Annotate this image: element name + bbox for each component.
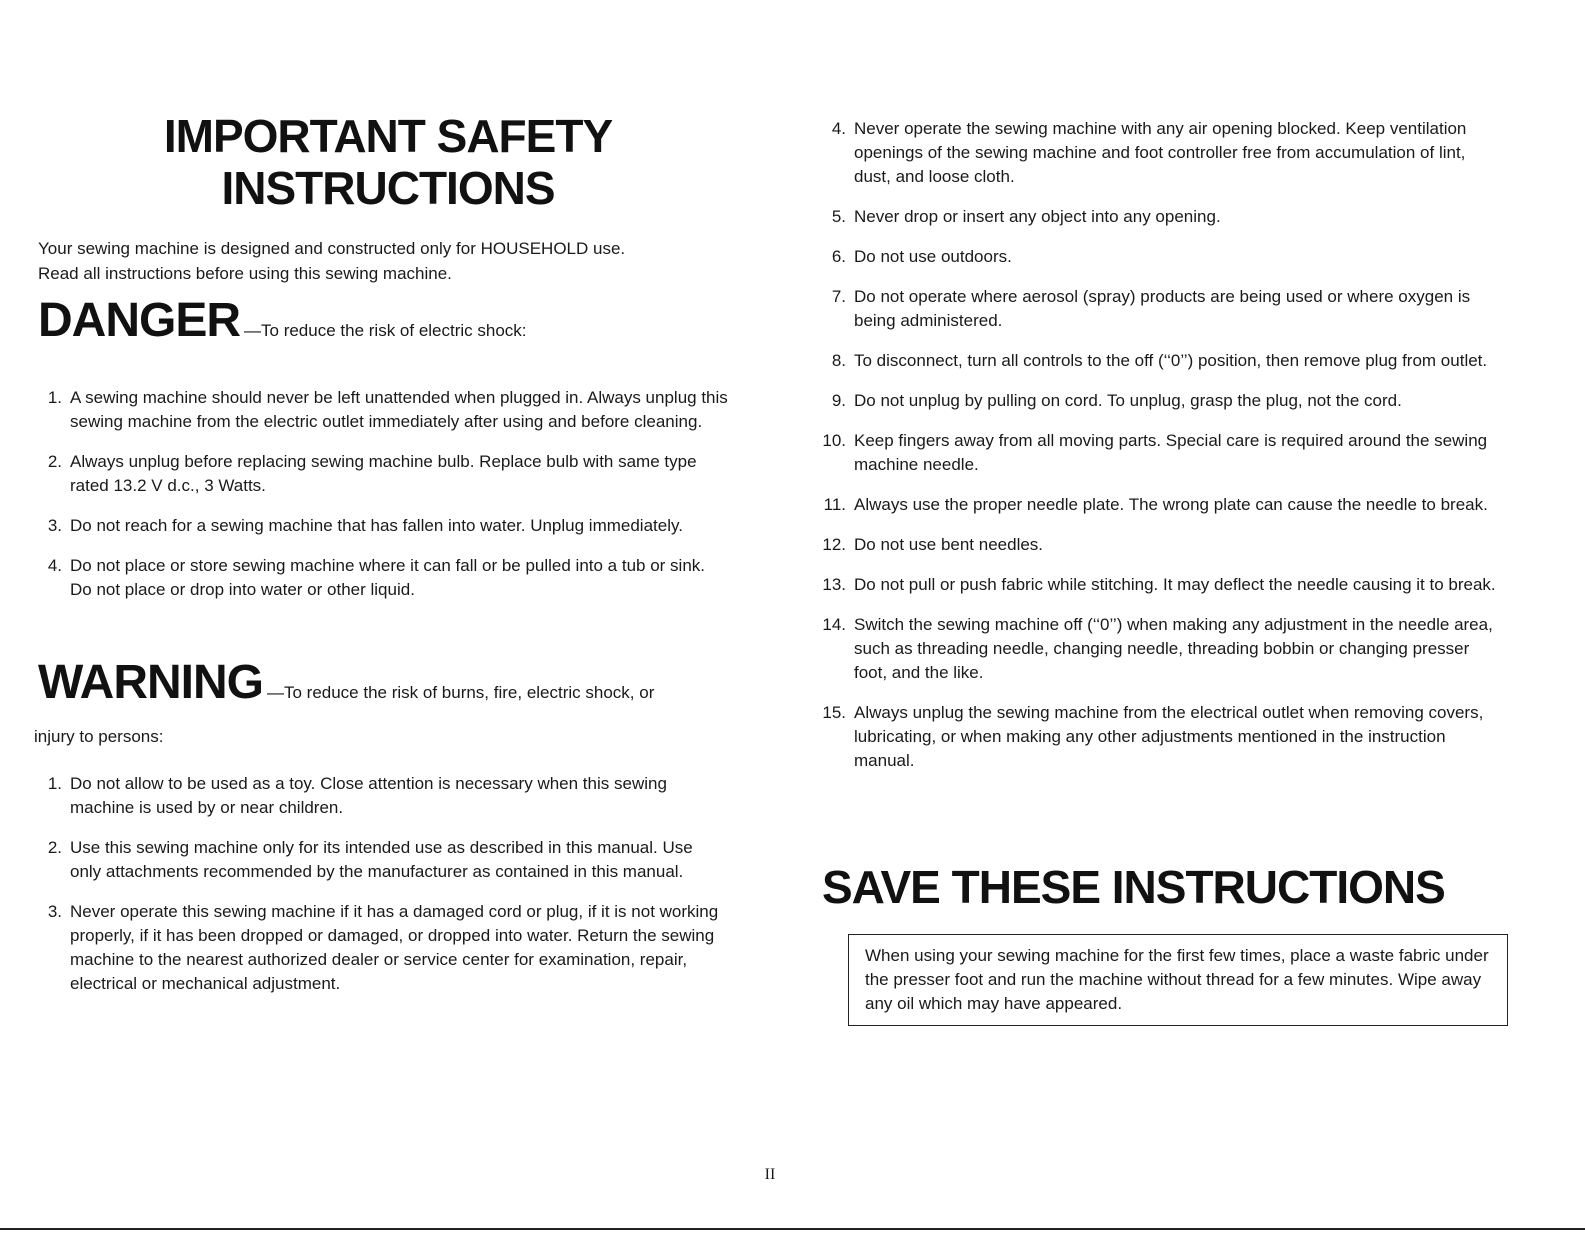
warning-list-right <box>822 117 1502 789</box>
list-item: 1. Do not allow to be used as a toy. Close attention is necessary when this sewing machine is used by or near children. <box>47 774 667 817</box>
list-item: 2. Use this sewing machine only for its intended use as described in this manual. Use only attachments recommended by the manufacturer as contained in this manual. <box>47 838 693 881</box>
intro-line-1: Your sewing machine is designed and constructed only for HOUSEHOLD use. <box>38 239 626 258</box>
title-line-2: INSTRUCTIONS <box>221 162 555 214</box>
list-item: 4. Never operate the sewing machine with any air opening blocked. Keep ventilation openings of the sewing machine and foot controller free from accumulation of lint, dust, and loose cloth. <box>831 119 1467 186</box>
list-item: 7. Do not operate where aerosol (spray) products are being used or where oxygen is being administered. <box>831 287 1471 330</box>
page-title <box>118 110 658 214</box>
warning-heading-row <box>38 656 758 709</box>
save-instructions-title: SAVE THESE INSTRUCTIONS <box>822 861 1445 913</box>
danger-heading: DANGER <box>38 294 241 347</box>
list-item: 3. Never operate this sewing machine if it has a damaged cord or plug, if it is not working properly, if it has been dropped or damaged, or dropped into water. Return the sewing machine to the nearest authorized dealer or service center for examination, repair, electrical or mechanical adjustment. <box>47 902 719 993</box>
list-item: 15. Always unplug the sewing machine from the electrical outlet when removing covers, lubricating, or when making any other adjustments mentioned in the instruction manual. <box>822 703 1484 770</box>
intro-text <box>38 236 738 286</box>
list-item: 14. Switch the sewing machine off (‘‘0’’) when making any adjustment in the needle area, such as threading needle, changing needle, threading bobbin or changing presser foot, and the like. <box>822 615 1493 682</box>
danger-list <box>38 386 728 618</box>
list-item: 3. Do not reach for a sewing machine that has fallen into water. Unplug immediately. <box>47 516 683 535</box>
warning-subtitle: —To reduce the risk of burns, fire, electric shock, or <box>266 683 655 702</box>
title-line-1: IMPORTANT SAFETY <box>163 110 613 162</box>
warning-heading: WARNING <box>38 656 263 709</box>
list-item: 2. Always unplug before replacing sewing machine bulb. Replace bulb with same type rated 13.2 V d.c., 3 Watts. <box>47 452 697 495</box>
page-number: II <box>764 1166 776 1183</box>
danger-heading-row <box>38 294 758 347</box>
list-item: 13. Do not pull or push fabric while stitching. It may deflect the needle causing it to break. <box>822 575 1496 594</box>
list-item: 11. Always use the proper needle plate. The wrong plate can cause the needle to break. <box>823 495 1488 514</box>
list-item: 4. Do not place or store sewing machine where it can fall or be pulled into a tub or sink. Do not place or drop into water or other liquid. <box>47 556 706 599</box>
list-item: 1. A sewing machine should never be left unattended when plugged in. Always unplug this sewing machine from the electric outlet immediately after using and before cleaning. <box>47 388 728 431</box>
warning-subtitle-cont: injury to persons: <box>34 727 164 746</box>
list-item: 6. Do not use outdoors. <box>831 247 1012 266</box>
danger-subtitle: —To reduce the risk of electric shock: <box>244 321 527 340</box>
warning-list-left <box>38 772 728 1012</box>
list-item: 9. Do not unplug by pulling on cord. To unplug, grasp the plug, not the cord. <box>831 391 1402 410</box>
list-item: 8. To disconnect, turn all controls to the off (‘‘0’’) position, then remove plug from outlet. <box>831 351 1488 370</box>
bottom-rule <box>0 1228 1585 1230</box>
list-item: 10. Keep fingers away from all moving parts. Special care is required around the sewing machine needle. <box>822 431 1488 474</box>
first-use-note-text: When using your sewing machine for the first few times, place a waste fabric under the presser foot and run the machine without thread for a few minutes. Wipe away any oil which may have appeared. <box>865 946 1489 1013</box>
intro-line-2: Read all instructions before using this sewing machine. <box>38 264 452 283</box>
list-item: 5. Never drop or insert any object into any opening. <box>831 207 1221 226</box>
first-use-note-box <box>848 934 1508 1026</box>
list-item: 12. Do not use bent needles. <box>822 535 1044 554</box>
